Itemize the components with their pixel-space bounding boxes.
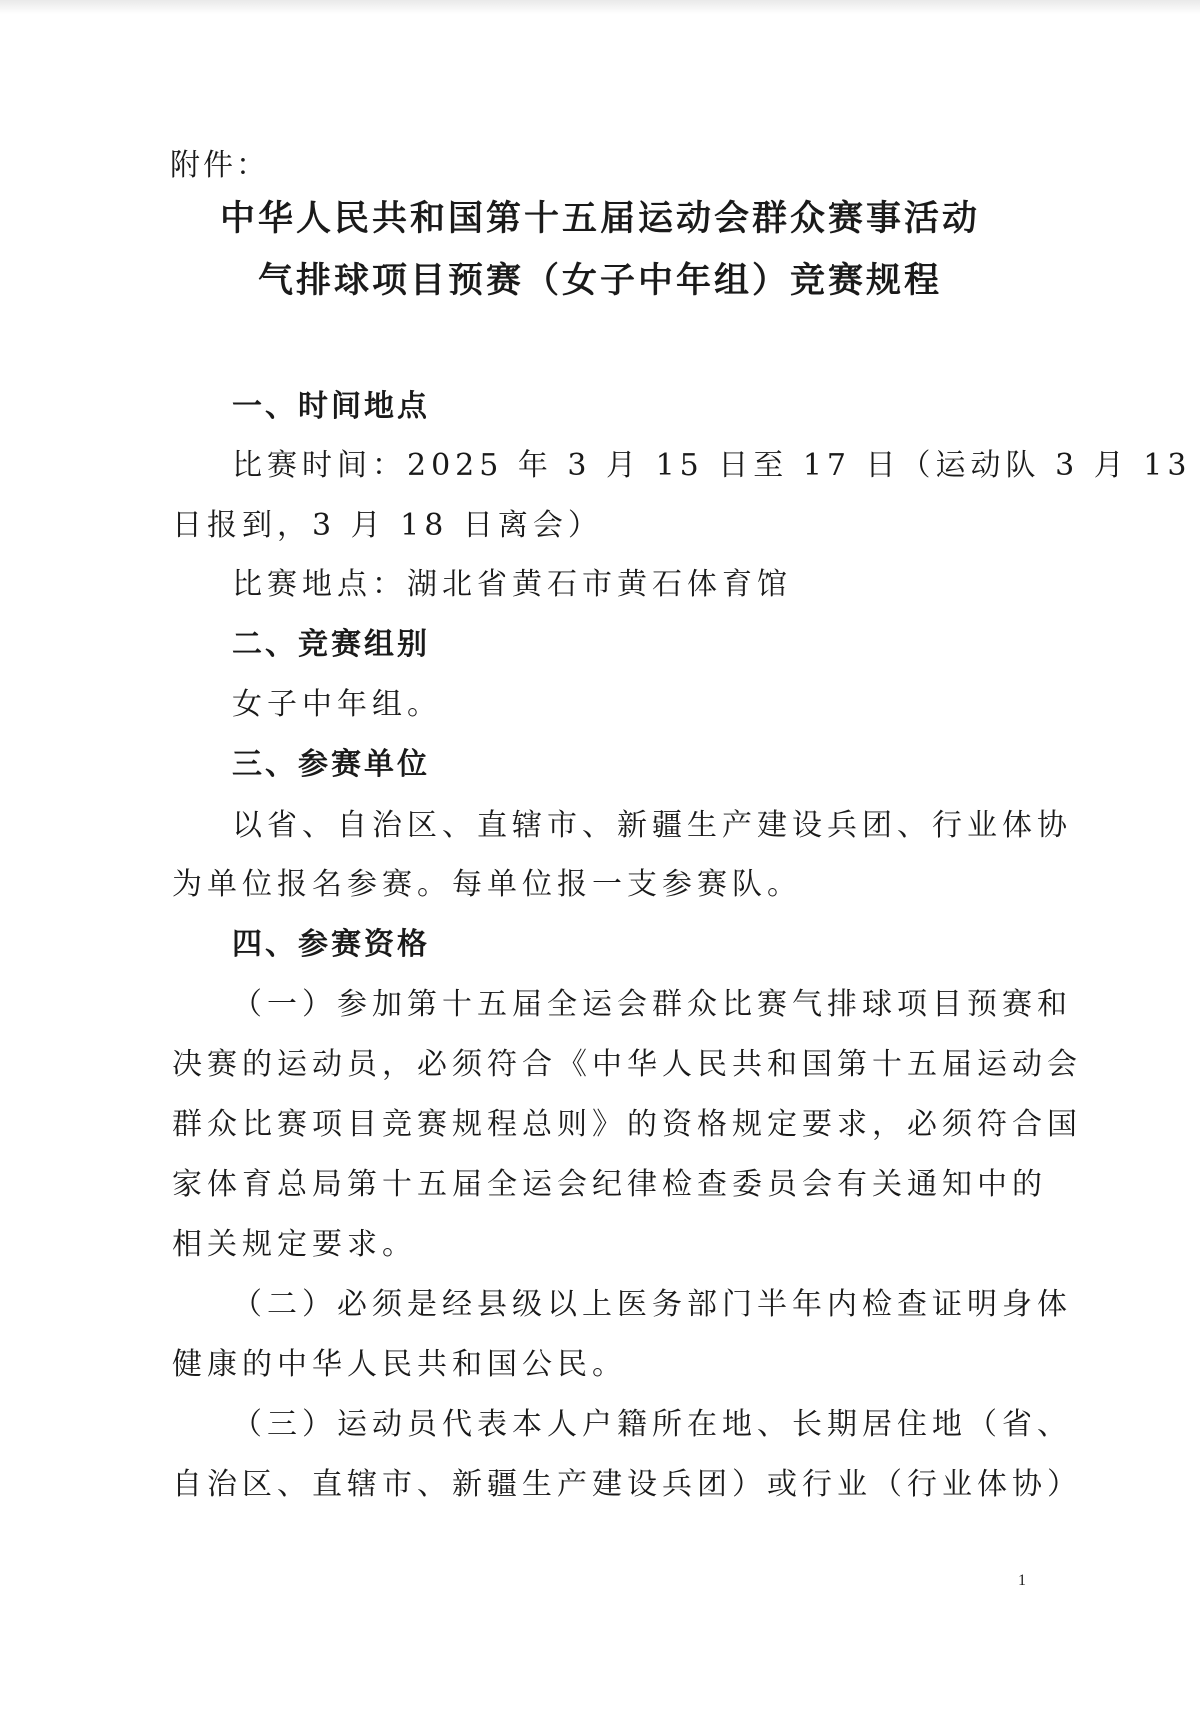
section-3-heading: 三、参赛单位 [232, 747, 430, 782]
section-3-line-2: 为单位报名参赛。每单位报一支参赛队。 [172, 867, 802, 902]
item-3-line-1: （三）运动员代表本人户籍所在地、长期居住地（省、 [232, 1407, 1072, 1442]
match-time-line-2: 日报到，3 月 18 日离会） [172, 508, 603, 543]
attachment-label: 附件： [170, 148, 269, 183]
match-time-line-1: 比赛时间：2025 年 3 月 15 日至 17 日（运动队 3 月 13 [232, 448, 1192, 483]
section-2-heading: 二、竞赛组别 [232, 627, 430, 662]
item-1-line-5: 相关规定要求。 [172, 1227, 417, 1262]
item-1-line-3: 群众比赛项目竞赛规程总则》的资格规定要求，必须符合国 [172, 1107, 1082, 1142]
item-1-line-2: 决赛的运动员，必须符合《中华人民共和国第十五届运动会 [172, 1047, 1082, 1082]
item-1-line-4: 家体育总局第十五届全运会纪律检查委员会有关通知中的 [172, 1167, 1047, 1202]
page-number: 1 [1018, 1572, 1026, 1589]
item-2-line-1: （二）必须是经县级以上医务部门半年内检查证明身体 [232, 1287, 1072, 1322]
section-4-heading: 四、参赛资格 [232, 927, 430, 962]
item-3-line-2: 自治区、直辖市、新疆生产建设兵团）或行业（行业体协） [172, 1467, 1082, 1502]
title-line-1: 中华人民共和国第十五届运动会群众赛事活动 [219, 199, 980, 239]
item-1-line-1: （一）参加第十五届全运会群众比赛气排球项目预赛和 [232, 987, 1072, 1022]
match-venue: 比赛地点：湖北省黄石市黄石体育馆 [232, 567, 792, 602]
scan-edge [0, 0, 1200, 14]
section-3-line-1: 以省、自治区、直辖市、新疆生产建设兵团、行业体协 [232, 808, 1072, 843]
item-2-line-2: 健康的中华人民共和国公民。 [172, 1347, 627, 1382]
section-2-body: 女子中年组。 [232, 687, 442, 722]
title-line-2: 气排球项目预赛（女子中年组）竞赛规程 [257, 261, 942, 301]
section-1-heading: 一、时间地点 [232, 389, 430, 424]
